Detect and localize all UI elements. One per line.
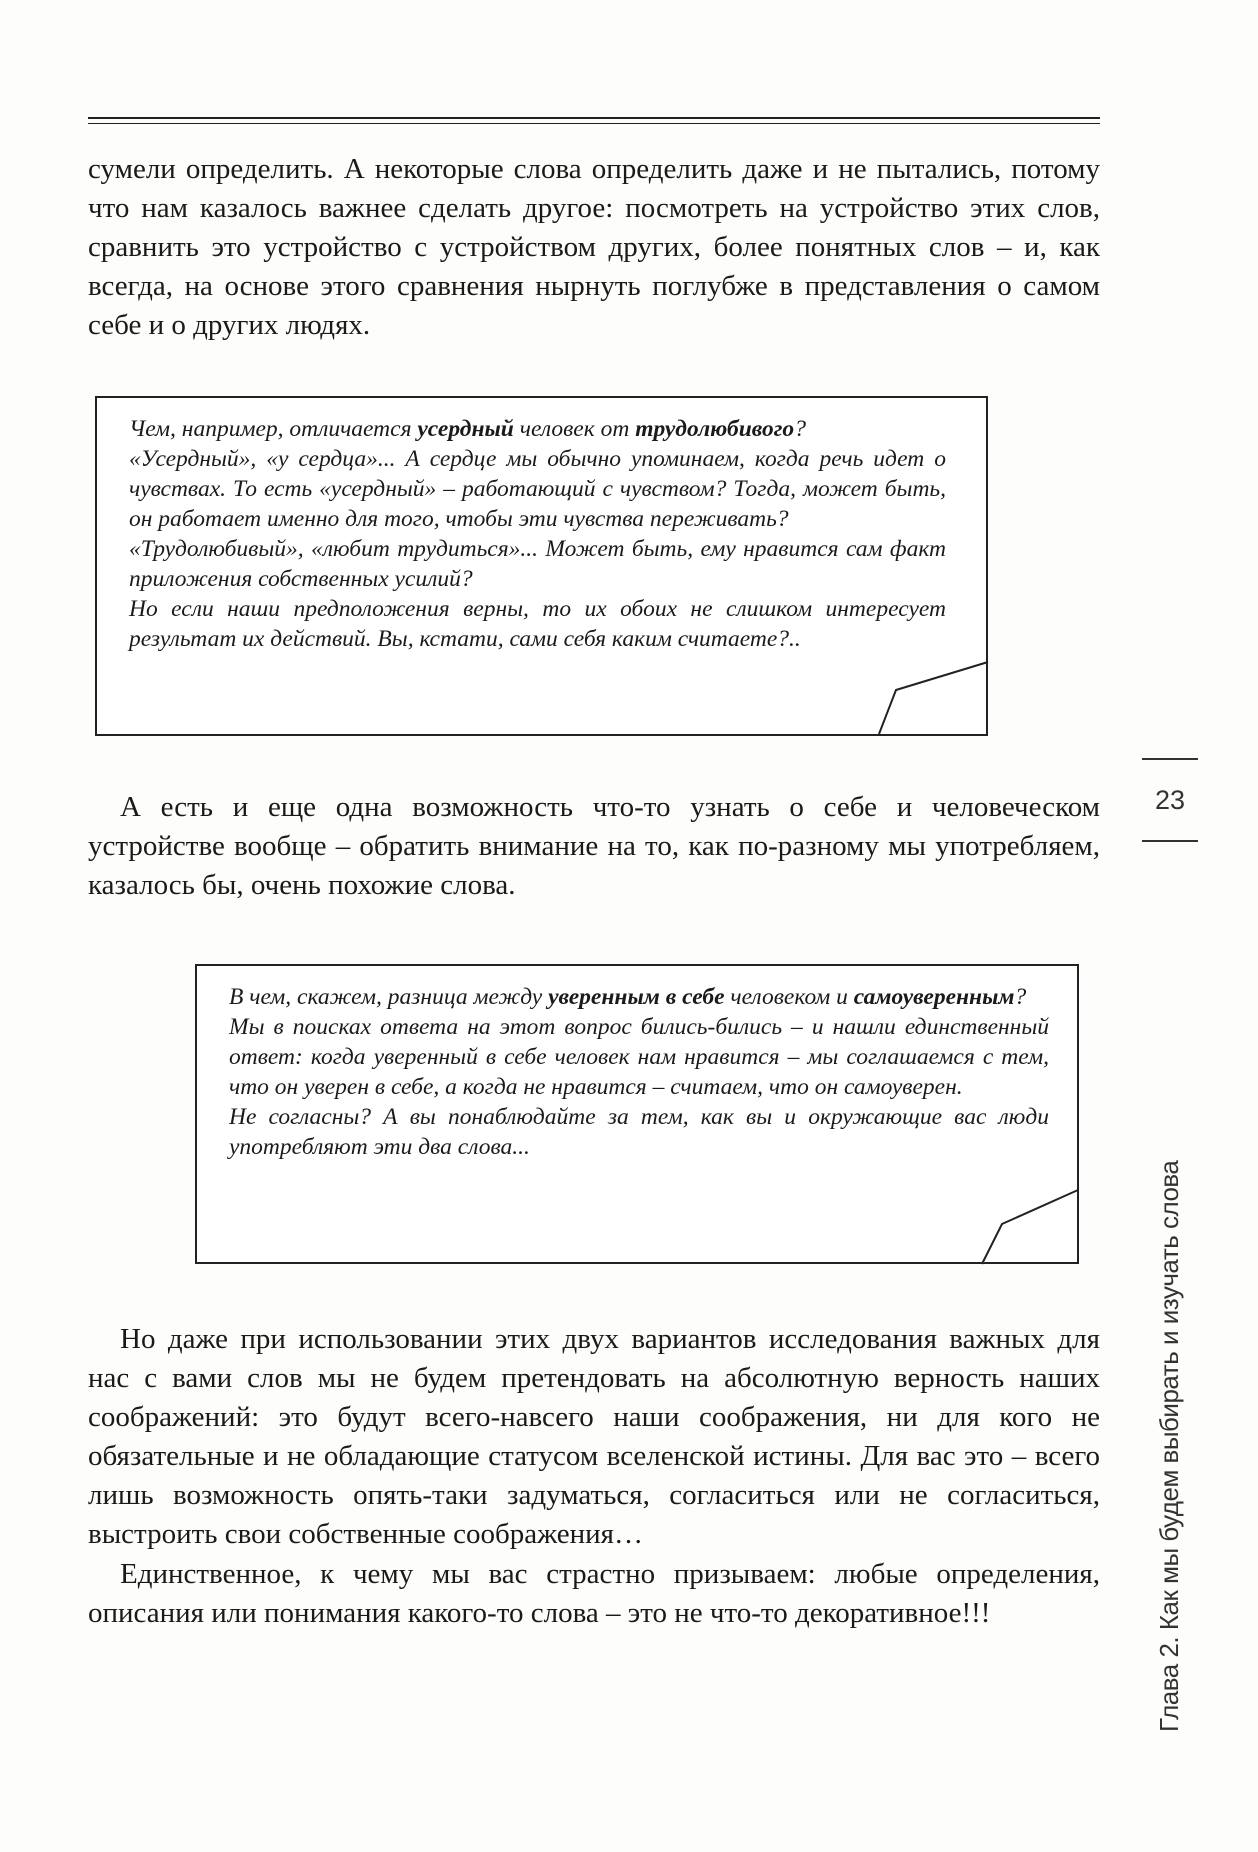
note-line: Чем, например, отличается усердный человек от трудолюбивого? [129,416,806,442]
paragraph-third: Но даже при использовании этих двух вариантов исследования важных для нас с вами слов мы не будем претендовать на абсолютную верность наших соображений: это будут всего-навсего наши соображения, ни для кого не обязательные и не обладающие статусом вселенской истины. Для вас это – всего лишь возможность опять-таки задуматься, согласиться или не согласиться, выстроить свои собственные соображения… [88,1323,1100,1550]
note-line: Не согласны? А вы понаблюдайте за тем, как вы и окружающие вас люди употребляют эти два слова... [229,1104,1049,1160]
paragraph-intro: сумели определить. А некоторые слова определить даже и не пытались, потому что нам казалось важнее сделать другое: посмотреть на устройство этих слов, сравнить это устройство с устройством других, более понятных слов – и, как всегда, на основе этого сравнения нырнуть поглубже в представления о самом себе и о других людях. [88,153,1100,341]
note-term: трудолюбивого [635,416,795,442]
note-term: уверенным в себе [548,984,725,1010]
paragraph-fourth: Единственное, к чему мы вас страстно призываем: любые определения, описания или понимания какого-то слова – это не что-то декоративное!!! [88,1558,1100,1629]
paragraph-second: А есть и еще одна возможность что-то узнать о себе и человеческом устройстве вообще – обратить внимание на то, как по-разному мы употребляем, казалось бы, очень похожие слова. [88,791,1100,901]
note-term: самоуверенным [853,984,1015,1010]
note-term: усердный [417,416,514,442]
page-fold-icon [976,1188,1082,1268]
note-box-usердный [95,396,988,736]
page-number: 23 [1142,758,1198,842]
chapter-title: Глава 2. Как мы будем выбирать и изучать слова [1154,1160,1184,1732]
note-line: «Трудолюбивый», «любит трудиться»... Может быть, ему нравится сам факт приложения собственных усилий? [129,536,946,592]
note-line: В чем, скажем, разница между уверенным в себе человеком и самоуверенным? [229,984,1027,1010]
note-line: Мы в поисках ответа на этот вопрос бились-бились – и нашли единственный ответ: когда уверенный в себе человек нам нравится – мы соглашаемся с тем, что он уверен в себе, а когда не нравится – считаем, что он самоуверен. [229,1014,1049,1100]
header-rule [88,117,1100,124]
note-line: «Усердный», «у сердца»... А сердце мы обычно упоминаем, когда речь идет о чувствах. То есть «усердный» – работающий с чувством? Тогда, может быть, он работает именно для того, чтобы эти чувства переживать? [129,446,946,532]
page-fold-icon [876,660,992,740]
note-line: Но если наши предположения верны, то их обоих не слишком интересует результат их действий. Вы, кстати, сами себя каким считаете?.. [129,596,946,652]
note-box-uverennyj [195,964,1079,1264]
